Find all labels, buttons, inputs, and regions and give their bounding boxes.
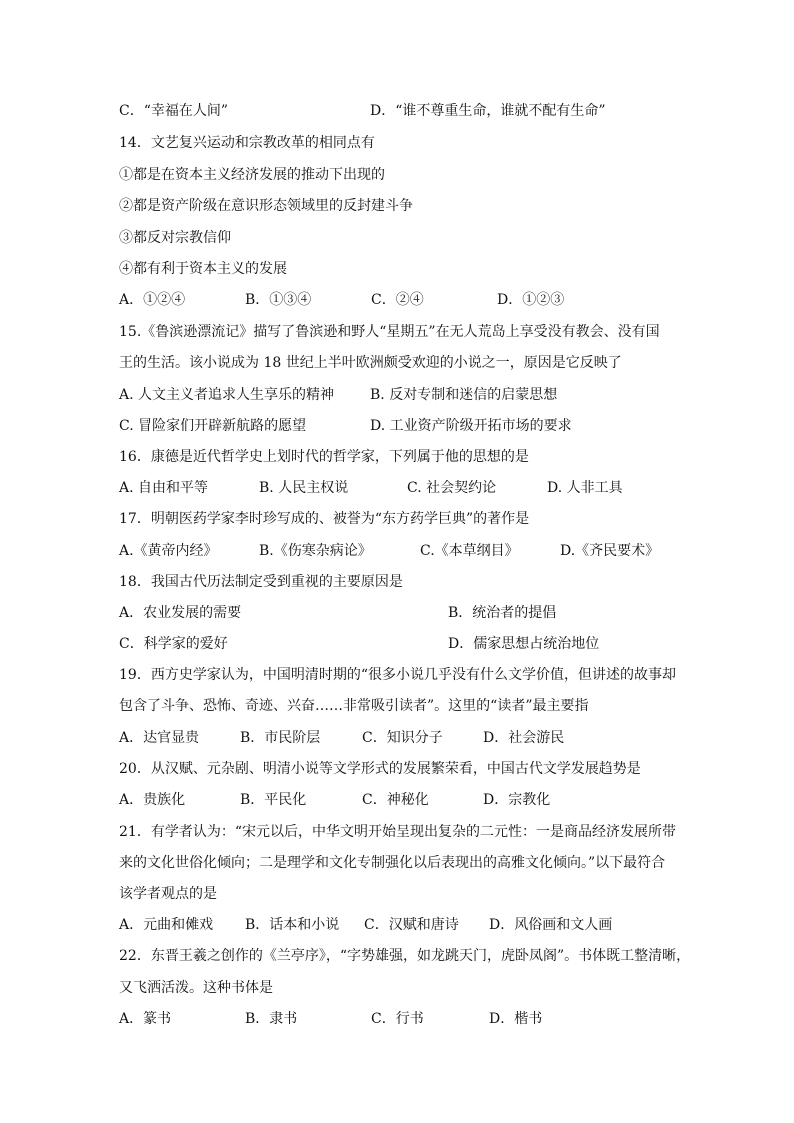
q21-stem-line-2: 来的文化世俗化倾向；二是理学和文化专制强化以后表现出的高雅文化倾向。”以下最符合 bbox=[119, 855, 666, 871]
q22-stem-line-1: 22．东晋王羲之创作的《兰亭序》，“字势雄强，如龙跳天门，虎卧凤阁”。书体既工整清晰， bbox=[119, 948, 691, 964]
q14-options bbox=[119, 291, 699, 309]
q18-options-row-2 bbox=[119, 635, 699, 653]
q21-stem-line-1: 21．有学者认为：“宋元以后，中华文明开始呈现出复杂的二元性：一是商品经济发展所带 bbox=[119, 824, 676, 840]
q20-option-b: B．平民化 bbox=[240, 792, 307, 808]
q15-option-c: C. 冒险家们开辟新航路的愿望 bbox=[119, 418, 307, 434]
q19-option-c: C．知识分子 bbox=[362, 730, 443, 746]
q17-option-b: B.《伤寒杂病论》 bbox=[259, 543, 372, 559]
q18-stem: 18．我国古代历法制定受到重视的主要原因是 bbox=[119, 574, 403, 590]
q18-options-row-1 bbox=[119, 604, 699, 622]
q19-options bbox=[119, 729, 699, 747]
q20-stem: 20．从汉赋、元杂剧、明清小说等文学形式的发展繁荣看，中国古代文学发展趋势是 bbox=[119, 761, 641, 777]
q14-item-1: ①都是在资本主义经济发展的推动下出现的 bbox=[119, 167, 385, 183]
q15-option-b: B. 反对专制和迷信的启蒙思想 bbox=[370, 387, 558, 403]
q14-option-a: A．①②④ bbox=[119, 292, 186, 308]
q15-stem-line-1: 15.《鲁滨逊漂流记》描写了鲁滨逊和野人“星期五”在无人荒岛上享受没有教会、没有国 bbox=[119, 324, 660, 340]
q21-option-c: C．汉赋和唐诗 bbox=[364, 917, 459, 933]
q20-option-d: D．宗教化 bbox=[483, 792, 551, 808]
q17-option-d: D.《齐民要术》 bbox=[560, 543, 660, 559]
q21-options bbox=[119, 916, 699, 934]
q21-stem-line-3: 该学者观点的是 bbox=[119, 886, 217, 902]
q19-stem-line-1: 19．西方史学家认为，中国明清时期的“很多小说几乎没有什么文学价值，但讲述的故事却 bbox=[119, 667, 676, 683]
q18-option-a: A．农业发展的需要 bbox=[119, 605, 242, 621]
q15-stem-line-2: 王的生活。该小说成为 18 世纪上半叶欧洲颇受欢迎的小说之一，原因是它反映了 bbox=[119, 355, 622, 371]
q14-item-2: ②都是资产阶级在意识形态领域里的反封建斗争 bbox=[119, 198, 413, 214]
q22-option-d: D．楷书 bbox=[489, 1011, 543, 1027]
q16-option-a: A. 自由和平等 bbox=[119, 480, 209, 496]
q14-option-c: C．②④ bbox=[371, 292, 424, 308]
q13-option-c: C．“幸福在人间” bbox=[119, 103, 229, 119]
q18-option-c: C．科学家的爱好 bbox=[119, 636, 228, 652]
q14-stem: 14．文艺复兴运动和宗教改革的相同点有 bbox=[119, 135, 375, 151]
q18-option-b: B．统治者的提倡 bbox=[448, 605, 557, 621]
q18-option-d: D．儒家思想占统治地位 bbox=[448, 636, 600, 652]
q14-option-d: D．①②③ bbox=[497, 292, 565, 308]
q14-item-3: ③都反对宗教信仰 bbox=[119, 230, 231, 246]
q19-option-b: B．市民阶层 bbox=[240, 730, 321, 746]
q17-option-c: C.《本草纲目》 bbox=[420, 543, 519, 559]
q15-options-row-2 bbox=[119, 417, 699, 435]
q19-option-d: D．社会游民 bbox=[483, 730, 565, 746]
q20-option-a: A．贵族化 bbox=[119, 792, 186, 808]
q15-option-a: A. 人文主义者追求人生享乐的精神 bbox=[119, 387, 335, 403]
q14-item-4: ④都有利于资本主义的发展 bbox=[119, 261, 287, 277]
q15-options-row-1 bbox=[119, 386, 699, 404]
q22-option-b: B．隶书 bbox=[245, 1011, 298, 1027]
q15-option-d: D. 工业资产阶级开拓市场的要求 bbox=[370, 418, 572, 434]
q22-option-a: A．篆书 bbox=[119, 1011, 172, 1027]
q19-stem-line-2: 包含了斗争、恐怖、奇迹、兴奋……非常吸引读者”。这里的“读者”最主要指 bbox=[119, 698, 589, 714]
q19-option-a: A．达官显贵 bbox=[119, 730, 200, 746]
q21-option-b: B．话本和小说 bbox=[245, 917, 340, 933]
q13-option-d: D．“谁不尊重生命，谁就不配有生命” bbox=[370, 103, 606, 119]
q21-option-a: A．元曲和傩戏 bbox=[119, 917, 214, 933]
q16-stem: 16．康德是近代哲学史上划时代的哲学家，下列属于他的思想的是 bbox=[119, 449, 529, 465]
q13-options bbox=[119, 102, 699, 120]
q21-option-d: D．风俗画和文人画 bbox=[489, 917, 613, 933]
q16-options bbox=[119, 479, 699, 497]
q16-option-d: D. 人非工具 bbox=[547, 480, 623, 496]
q16-option-b: B. 人民主权说 bbox=[259, 480, 349, 496]
q20-options bbox=[119, 791, 699, 809]
q16-option-c: C. 社会契约论 bbox=[407, 480, 497, 496]
q17-stem: 17．明朝医药学家李时珍写成的、被誉为“东方药学巨典”的著作是 bbox=[119, 511, 530, 527]
q20-option-c: C．神秘化 bbox=[362, 792, 429, 808]
q22-options bbox=[119, 1010, 699, 1028]
q22-stem-line-2: 又飞洒活泼。这种书体是 bbox=[119, 980, 273, 996]
q14-option-b: B．①③④ bbox=[245, 292, 312, 308]
q17-options bbox=[119, 542, 699, 560]
q17-option-a: A.《黄帝内经》 bbox=[119, 543, 218, 559]
q22-option-c: C．行书 bbox=[371, 1011, 424, 1027]
